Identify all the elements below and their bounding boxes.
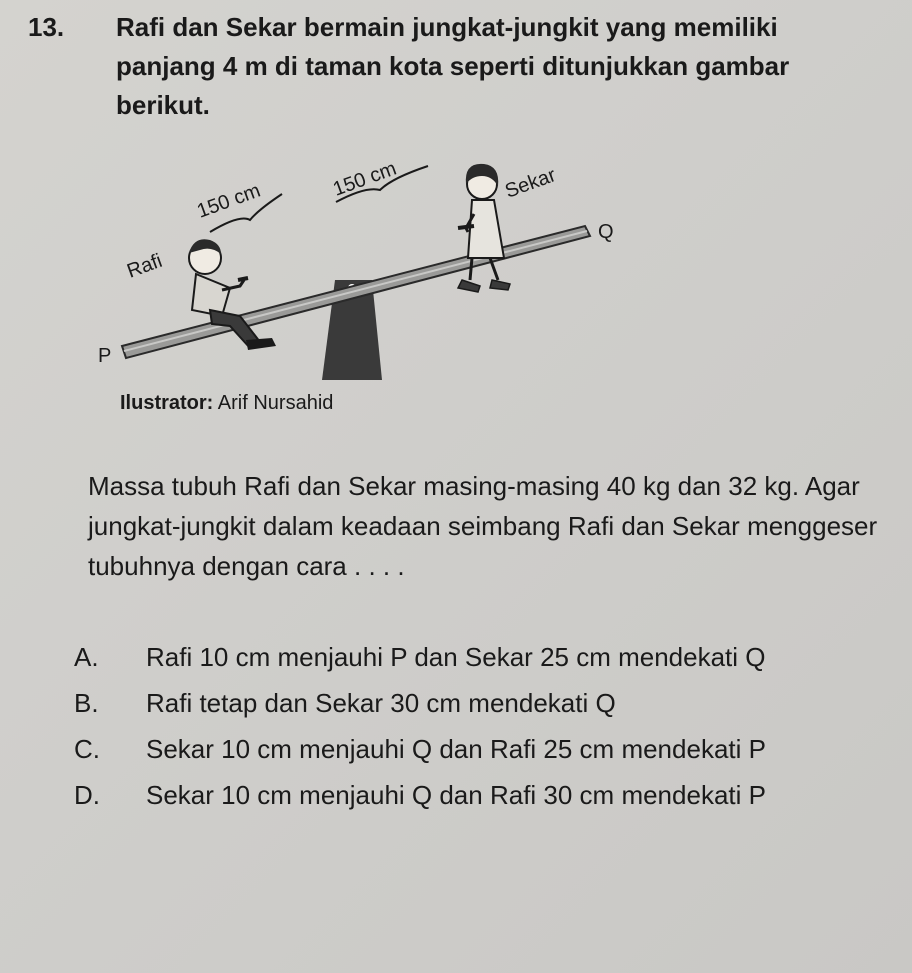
sekar-label: Sekar bbox=[502, 164, 559, 203]
option-letter: D. bbox=[74, 780, 100, 810]
option-d[interactable] bbox=[74, 774, 894, 816]
illustration-credit bbox=[120, 390, 333, 416]
option-letter: B. bbox=[74, 688, 99, 718]
option-letter: C. bbox=[74, 734, 100, 764]
question-stem: Massa tubuh Rafi dan Sekar masing-masing 40 kg dan 32 kg. Agar jungkat-jungkit dalam keadaan seimbang Rafi dan Sekar menggeser tubuhnya dengan cara . . . . bbox=[88, 471, 878, 581]
question-number: 13. bbox=[28, 12, 65, 42]
option-text: Sekar 10 cm menjauhi Q dan Rafi 30 cm mendekati P bbox=[146, 780, 766, 810]
option-c[interactable] bbox=[74, 728, 894, 770]
credit-label: Ilustrator: bbox=[120, 392, 214, 414]
point-p-label: P bbox=[98, 345, 112, 367]
credit-name: Arif Nursahid bbox=[217, 392, 334, 414]
question-intro: Rafi dan Sekar bermain jungkat-jungkit yang memiliki panjang 4 m di taman kota seperti ditunjukkan gambar berikut. bbox=[116, 12, 790, 120]
left-distance-label: 150 cm bbox=[194, 179, 264, 223]
seesaw-illustration bbox=[90, 140, 650, 430]
point-q-label: Q bbox=[598, 221, 614, 243]
option-text: Rafi 10 cm menjauhi P dan Sekar 25 cm mendekati Q bbox=[146, 642, 766, 672]
option-letter: A. bbox=[74, 642, 99, 672]
option-a[interactable] bbox=[74, 636, 894, 678]
option-b[interactable] bbox=[74, 682, 894, 724]
option-text: Rafi tetap dan Sekar 30 cm mendekati Q bbox=[146, 688, 616, 718]
option-text: Sekar 10 cm menjauhi Q dan Rafi 25 cm mendekati P bbox=[146, 734, 766, 764]
rafi-label: Rafi bbox=[124, 249, 166, 283]
right-distance-label: 150 cm bbox=[330, 157, 400, 201]
answer-options bbox=[74, 636, 894, 820]
